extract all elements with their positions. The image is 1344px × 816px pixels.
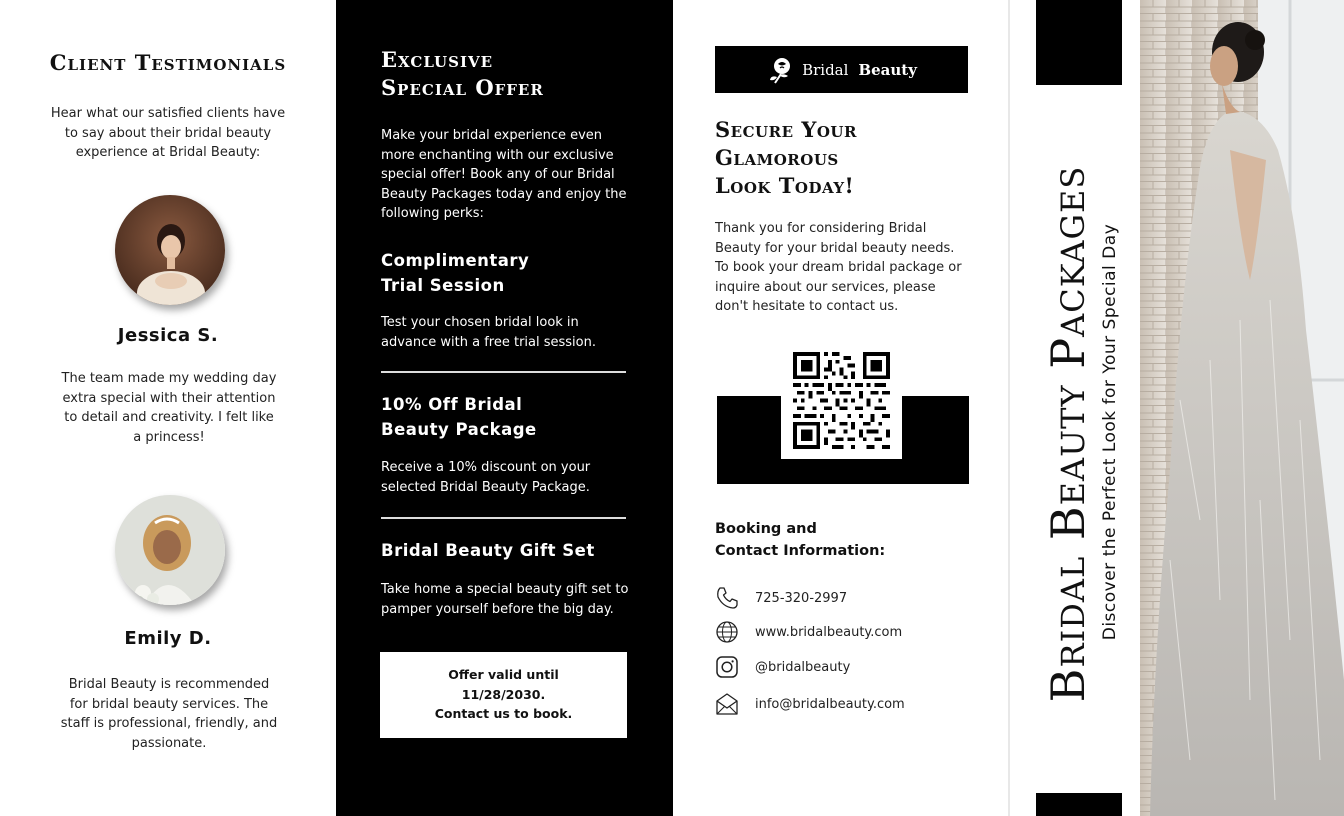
offer-title	[381, 46, 641, 102]
client-name-emily: Emily D.	[124, 628, 212, 649]
perk-text-discount: Receive a 10% discount on your selected Bridal Beauty Package.	[381, 460, 591, 495]
perk-heading-trial	[381, 248, 631, 298]
contact-phone-text: 725-320-2997	[755, 590, 848, 606]
contact-heading-line2: Contact Information:	[715, 543, 886, 559]
contact-email-text: info@bridalbeauty.com	[755, 696, 905, 712]
cover-title: Bridal Beauty Packages	[1041, 165, 1095, 703]
qr-code[interactable]	[781, 345, 902, 459]
testimonials-title: Client Testimonials	[49, 50, 287, 75]
testimonials-intro: Hear what our satisfied clients have to say about their bridal beauty experience at Bridal Beauty:	[50, 106, 286, 160]
booking-body: Thank you for considering Bridal Beauty for your bridal beauty needs. To book your dream bridal package or inquire about our services, please don't hesitate to contact us.	[715, 221, 962, 315]
contact-heading-line1: Booking and	[715, 521, 817, 537]
logo-word-beauty: Beauty	[858, 60, 917, 79]
perk-heading-trial-line1: Complimentary	[381, 251, 530, 270]
offer-title-line1: Exclusive	[381, 47, 494, 72]
client-name-jessica: Jessica S.	[117, 325, 219, 346]
offer-validity-line1: Offer valid until	[448, 667, 559, 682]
globe-icon	[715, 620, 739, 644]
contact-heading	[715, 518, 955, 562]
booking-title-line3: Look Today!	[715, 173, 855, 198]
booking-title-line2: Glamorous	[715, 145, 839, 170]
mail-icon	[715, 692, 739, 716]
offer-validity-box	[380, 652, 627, 738]
contact-phone[interactable]	[715, 585, 848, 611]
perk-text-gift: Take home a special beauty gift set to pamper yourself before the big day.	[381, 582, 629, 617]
perk-heading-discount	[381, 392, 631, 442]
rose-icon	[766, 55, 796, 85]
testimonials-panel	[0, 0, 336, 816]
offer-intro: Make your bridal experience even more enchanting with our exclusive special offer! Book any of our Bridal Beauty Packages today and enjoy the following perks:	[381, 128, 627, 222]
logo-word-bridal: Bridal	[802, 60, 849, 79]
client-photo-emily	[115, 495, 225, 605]
perk-heading-trial-line2: Trial Session	[381, 276, 505, 295]
client-photo-jessica	[115, 195, 225, 305]
contact-website[interactable]	[715, 619, 903, 645]
booking-panel	[673, 0, 1008, 816]
phone-icon	[715, 586, 739, 610]
decor-block-top	[1036, 0, 1122, 85]
client-quote-emily: Bridal Beauty is recommended for bridal beauty services. The staff is professional, friendly, and passionate.	[60, 677, 278, 751]
contact-email[interactable]	[715, 691, 905, 717]
client-quote-jessica: The team made my wedding day extra special with their attention to detail and creativity. I felt like a princess!	[61, 371, 277, 445]
booking-title	[715, 116, 975, 200]
perk-heading-gift: Bridal Beauty Gift Set	[381, 541, 595, 560]
contact-instagram[interactable]	[715, 654, 851, 680]
instagram-icon	[715, 655, 739, 679]
bride-photo	[1140, 0, 1344, 816]
contact-website-text: www.bridalbeauty.com	[755, 624, 903, 640]
offer-panel	[336, 0, 673, 816]
divider	[381, 371, 626, 373]
cover-subtitle: Discover the Perfect Look for Your Special Day	[1100, 223, 1120, 641]
qr-code-icon	[793, 352, 890, 449]
divider	[381, 517, 626, 519]
offer-validity-line2: 11/28/2030.	[461, 686, 546, 702]
perk-heading-discount-line1: 10% Off Bridal	[381, 395, 523, 414]
cover-panel	[1008, 0, 1344, 816]
offer-title-line2: Special Offer	[381, 75, 544, 100]
booking-title-line1: Secure Your	[715, 117, 857, 142]
contact-instagram-text: @bridalbeauty	[755, 659, 851, 675]
brand-logo	[715, 46, 968, 93]
offer-validity-line3: Contact us to book.	[434, 706, 573, 721]
decor-block-bottom	[1036, 793, 1122, 816]
perk-text-trial: Test your chosen bridal look in advance with a free trial session.	[381, 315, 596, 350]
perk-heading-discount-line2: Beauty Package	[381, 420, 537, 439]
